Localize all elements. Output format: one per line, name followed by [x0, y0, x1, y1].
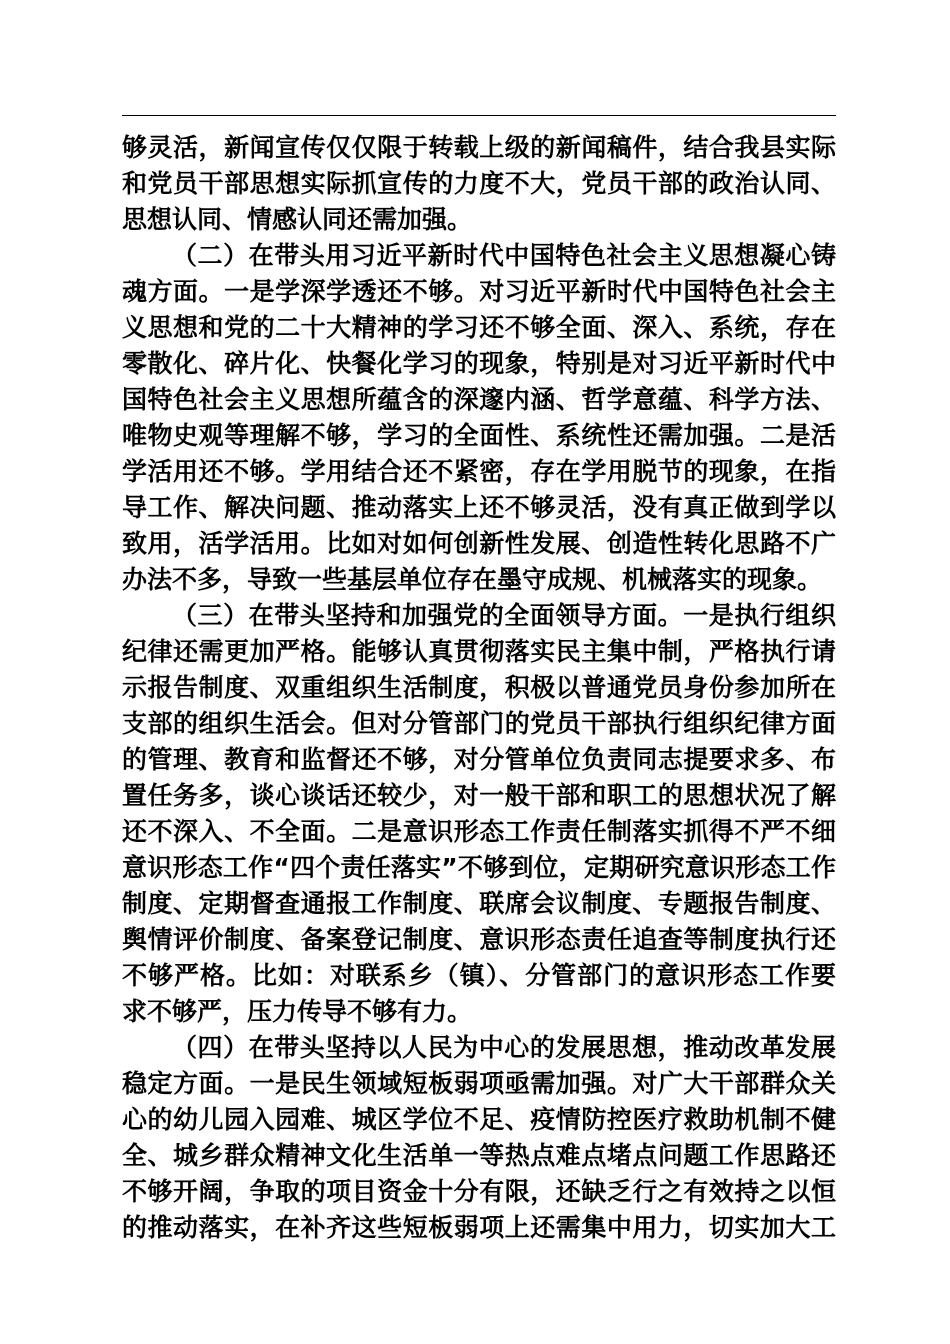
text-line: 和党员干部思想实际抓宣传的力度不大，党员干部的政治认同、	[122, 169, 836, 198]
paragraph-heading-line: （二）在带头用习近平新时代中国特色社会主义思想凝心铸	[172, 241, 836, 270]
text-line: 魂方面。一是学深学透还不够。对习近平新时代中国特色社会主	[122, 277, 836, 306]
text-line: 稳定方面。一是民生领域短板弱项亟需加强。对广大干部群众关	[122, 1069, 836, 1098]
text-line: 学活用还不够。学用结合还不紧密，存在学用脱节的现象，在指	[122, 457, 836, 486]
text-line: 够灵活，新闻宣传仅仅限于转载上级的新闻稿件，结合我县实际	[122, 133, 836, 162]
text-line: 支部的组织生活会。但对分管部门的党员干部执行组织纪律方面	[122, 709, 836, 738]
text-line: 全、城乡群众精神文化生活单一等热点难点堵点问题工作思路还	[122, 1141, 836, 1170]
text-line: 思想认同、情感认同还需加强。	[122, 205, 473, 234]
text-line: 舆情评价制度、备案登记制度、意识形态责任追查等制度执行还	[122, 925, 836, 954]
text-line: 不够严格。比如：对联系乡（镇）、分管部门的意识形态工作要	[122, 961, 836, 990]
text-line: 求不够严，压力传导不够有力。	[122, 997, 473, 1026]
text-line: 置任务多，谈心谈话还较少，对一般干部和职工的思想状况了解	[122, 781, 836, 810]
text-line: 零散化、碎片化、快餐化学习的现象，特别是对习近平新时代中	[122, 349, 836, 378]
paragraph-heading-line: （四）在带头坚持以人民为中心的发展思想，推动改革发展	[172, 1033, 836, 1062]
paragraph-heading-line: （三）在带头坚持和加强党的全面领导方面。一是执行组织	[172, 601, 836, 630]
text-line: 制度、定期督查通报工作制度、联席会议制度、专题报告制度、	[122, 889, 836, 918]
header-rule	[122, 115, 836, 116]
text-line: 意识形态工作“四个责任落实”不够到位，定期研究意识形态工作	[122, 853, 836, 882]
text-line: 致用，活学活用。比如对如何创新性发展、创造性转化思路不广	[122, 529, 836, 558]
text-line: 办法不多，导致一些基层单位存在墨守成规、机械落实的现象。	[122, 565, 823, 594]
text-line: 还不深入、不全面。二是意识形态工作责任制落实抓得不严不细	[122, 817, 836, 846]
text-line: 示报告制度、双重组织生活制度，积极以普通党员身份参加所在	[122, 673, 836, 702]
text-line: 导工作、解决问题、推动落实上还不够灵活，没有真正做到学以	[122, 493, 836, 522]
text-line: 心的幼儿园入园难、城区学位不足、疫情防控医疗救助机制不健	[122, 1105, 836, 1134]
text-line: 国特色社会主义思想所蕴含的深邃内涵、哲学意蕴、科学方法、	[122, 385, 836, 414]
text-line: 不够开阔，争取的项目资金十分有限，还缺乏行之有效持之以恒	[122, 1177, 836, 1206]
text-line: 义思想和党的二十大精神的学习还不够全面、深入、系统，存在	[122, 313, 836, 342]
text-line: 唯物史观等理解不够，学习的全面性、系统性还需加强。二是活	[122, 421, 836, 450]
text-line: 的管理、教育和监督还不够，对分管单位负责同志提要求多、布	[122, 745, 836, 774]
text-line: 纪律还需更加严格。能够认真贯彻落实民主集中制，严格执行请	[122, 637, 836, 666]
text-line: 的推动落实，在补齐这些短板弱项上还需集中用力，切实加大工	[122, 1213, 836, 1242]
